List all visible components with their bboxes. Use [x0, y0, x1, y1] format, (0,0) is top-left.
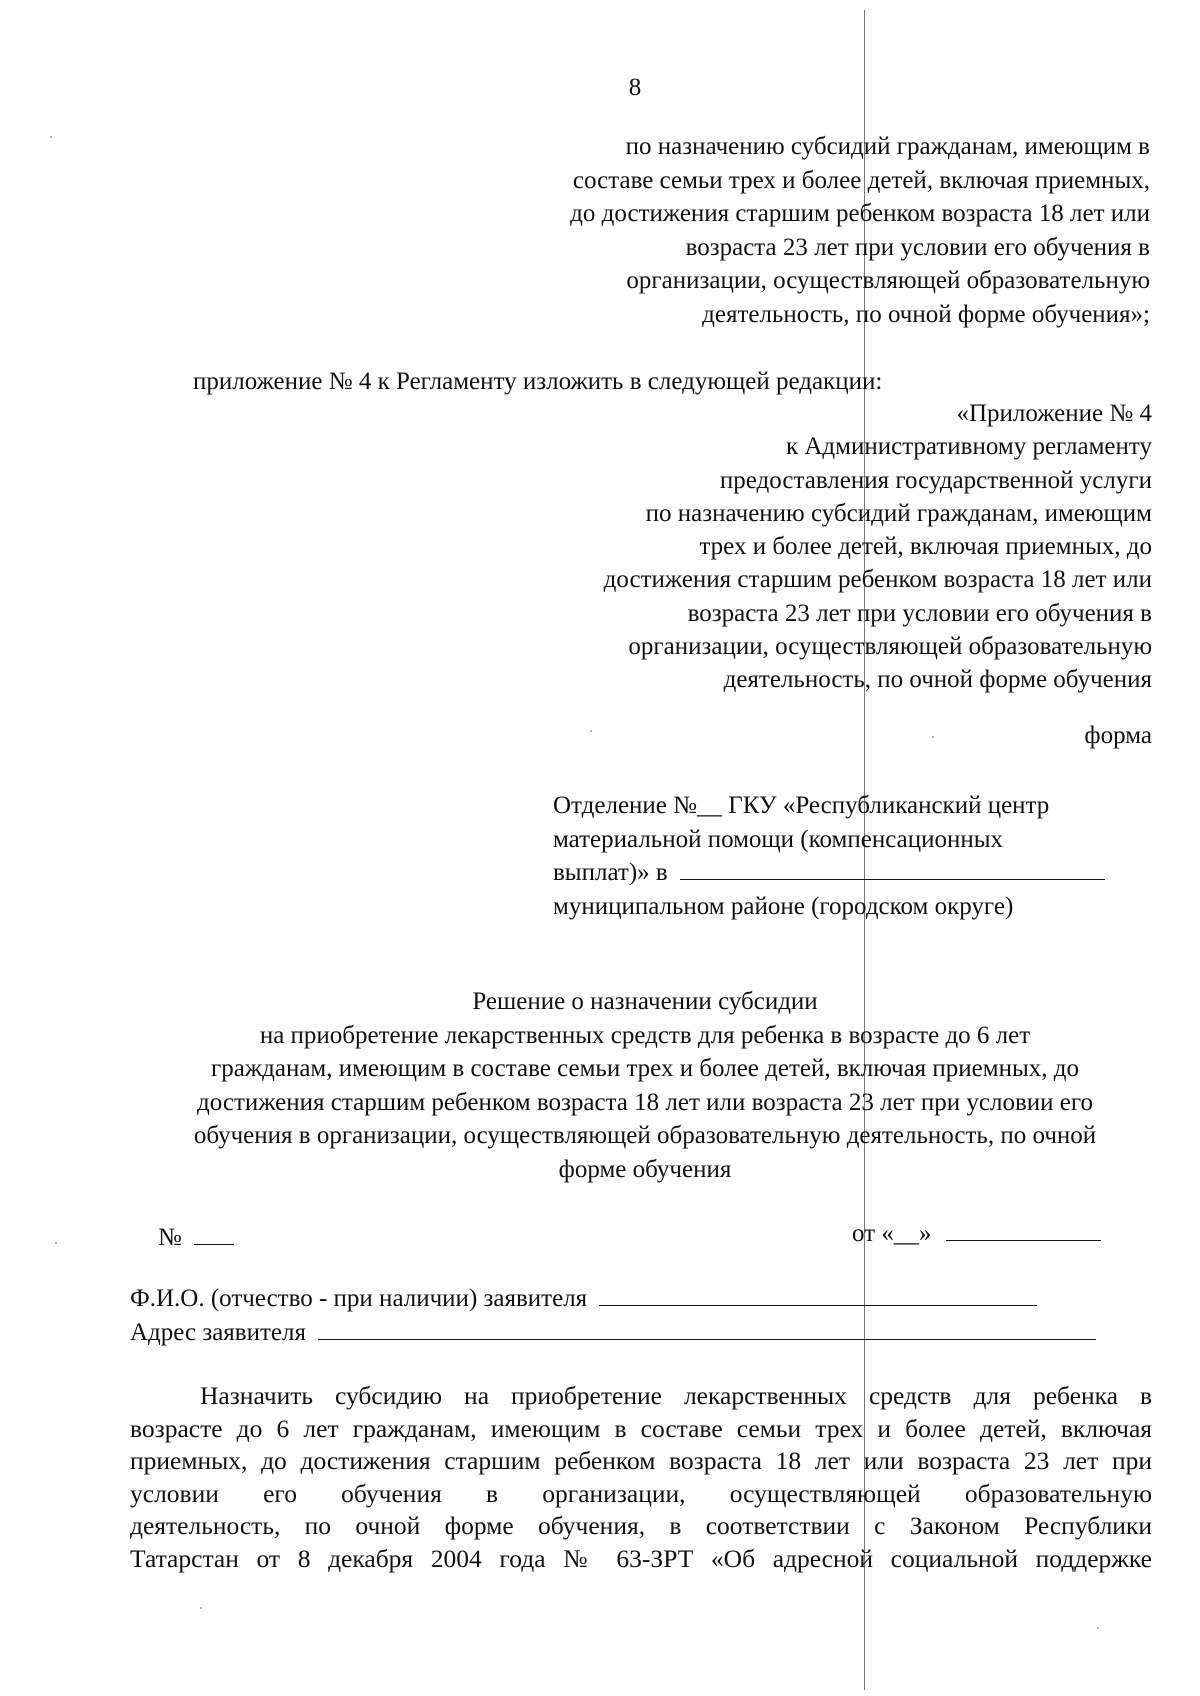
- body-line: Татарстан от 8 декабря 2004 года № 63-ЗРТ «Об адресной социальной поддержке: [130, 1543, 1152, 1573]
- number-row: [158, 1224, 234, 1252]
- applicant-address-row: [130, 1319, 1096, 1347]
- applicant-name-label: Ф.И.О. (отчество - при наличии) заявителя: [130, 1285, 588, 1312]
- number-label: №: [158, 1224, 182, 1251]
- department-line: Отделение №__ ГКУ «Республиканский центр: [553, 792, 1050, 819]
- header-line: по назначению субсидий гражданам, имеющим в: [625, 133, 1150, 160]
- header-line: до достижения старшим ребенком возраста 18 лет или: [570, 200, 1150, 227]
- body-line: возрасте до 6 лет гражданам, имеющим в составе семьи трех и более детей, включая: [130, 1413, 1152, 1443]
- decision-title-line: форме обучения: [558, 1155, 732, 1183]
- department-line: [553, 856, 1105, 890]
- header-line: составе семьи трех и более детей, включая приемных,: [572, 166, 1150, 194]
- scan-speck: [200, 1607, 202, 1609]
- body-paragraph: [130, 1380, 1152, 1575]
- department-block: [553, 789, 1105, 923]
- decision-title-line: на приобретение лекарственных средств для ребенка в возрасте до 6 лет: [259, 1021, 1031, 1049]
- decision-title-line: Решение о назначении субсидии: [472, 988, 818, 1015]
- decision-title-line: обучения в организации, осуществляющей образовательную деятельность, по очной: [193, 1122, 1097, 1149]
- department-line: муниципальном районе (городском округе): [553, 892, 1014, 920]
- applicant-name-field[interactable]: [599, 1285, 1037, 1306]
- scan-speck: [1097, 1627, 1099, 1629]
- district-field[interactable]: [680, 859, 1105, 880]
- appendix-line: к Административному регламенту: [785, 433, 1152, 461]
- decision-title-line: достижения старшим ребенком возраста 18 лет или возраста 23 лет при условии его: [197, 1088, 1093, 1116]
- appendix-line: предоставления государственной услуги: [719, 466, 1152, 494]
- scan-speck: [590, 730, 592, 732]
- appendix-line: деятельность, по очной форме обучения: [723, 666, 1152, 694]
- body-line: условии его обучения в организации, осуществляющей образовательную: [130, 1478, 1152, 1508]
- decision-title-line: гражданам, имеющим в составе семьи трех и более детей, включая приемных, до: [211, 1055, 1079, 1082]
- scan-speck: [55, 1242, 57, 1244]
- appendix-line: возраста 23 лет при условии его обучения в: [687, 599, 1152, 627]
- header-line: деятельность, по очной форме обучения»;: [702, 300, 1150, 328]
- body-line: Назначить субсидию на приобретение лекарственных средств для ребенка в: [200, 1381, 1152, 1410]
- scan-speck: [50, 136, 52, 138]
- appendix-line: организации, осуществляющей образовательную: [628, 633, 1152, 661]
- instruction-line: приложение № 4 к Регламенту изложить в следующей редакции:: [193, 368, 883, 395]
- decision-title: [0, 985, 1200, 1186]
- body-line: приемных, до достижения старшим ребенком возраста 18 лет или возраста 23 лет при: [130, 1446, 1152, 1475]
- applicant-address-field[interactable]: [318, 1319, 1096, 1340]
- form-label: форма: [1084, 722, 1152, 749]
- department-line: материальной помощи (компенсационных: [553, 825, 1004, 853]
- date-row: [852, 1220, 1101, 1248]
- header-block: [570, 130, 1150, 331]
- appendix-line: трех и более детей, включая приемных, до: [699, 533, 1152, 561]
- number-field[interactable]: [194, 1224, 234, 1245]
- applicant-name-row: [130, 1285, 1037, 1313]
- header-line: организации, осуществляющей образовательную: [626, 267, 1150, 294]
- date-label: от «__»: [852, 1220, 932, 1247]
- appendix-line: достижения старшим ребенком возраста 18 лет или: [603, 566, 1152, 594]
- header-line: возраста 23 лет при условии его обучения в: [685, 233, 1150, 261]
- appendix-line: «Приложение № 4: [956, 400, 1152, 427]
- appendix-line: по назначению субсидий гражданам, имеющим: [645, 499, 1152, 527]
- applicant-address-label: Адрес заявителя: [130, 1319, 306, 1346]
- department-line-prefix: выплат)» в: [553, 859, 668, 886]
- page-number: 8: [628, 74, 642, 101]
- scan-speck: [932, 736, 934, 738]
- appendix-block: [604, 397, 1152, 697]
- date-field[interactable]: [946, 1220, 1101, 1241]
- body-line: деятельность, по очной форме обучения, в соответствии с Законом Республики: [130, 1511, 1152, 1540]
